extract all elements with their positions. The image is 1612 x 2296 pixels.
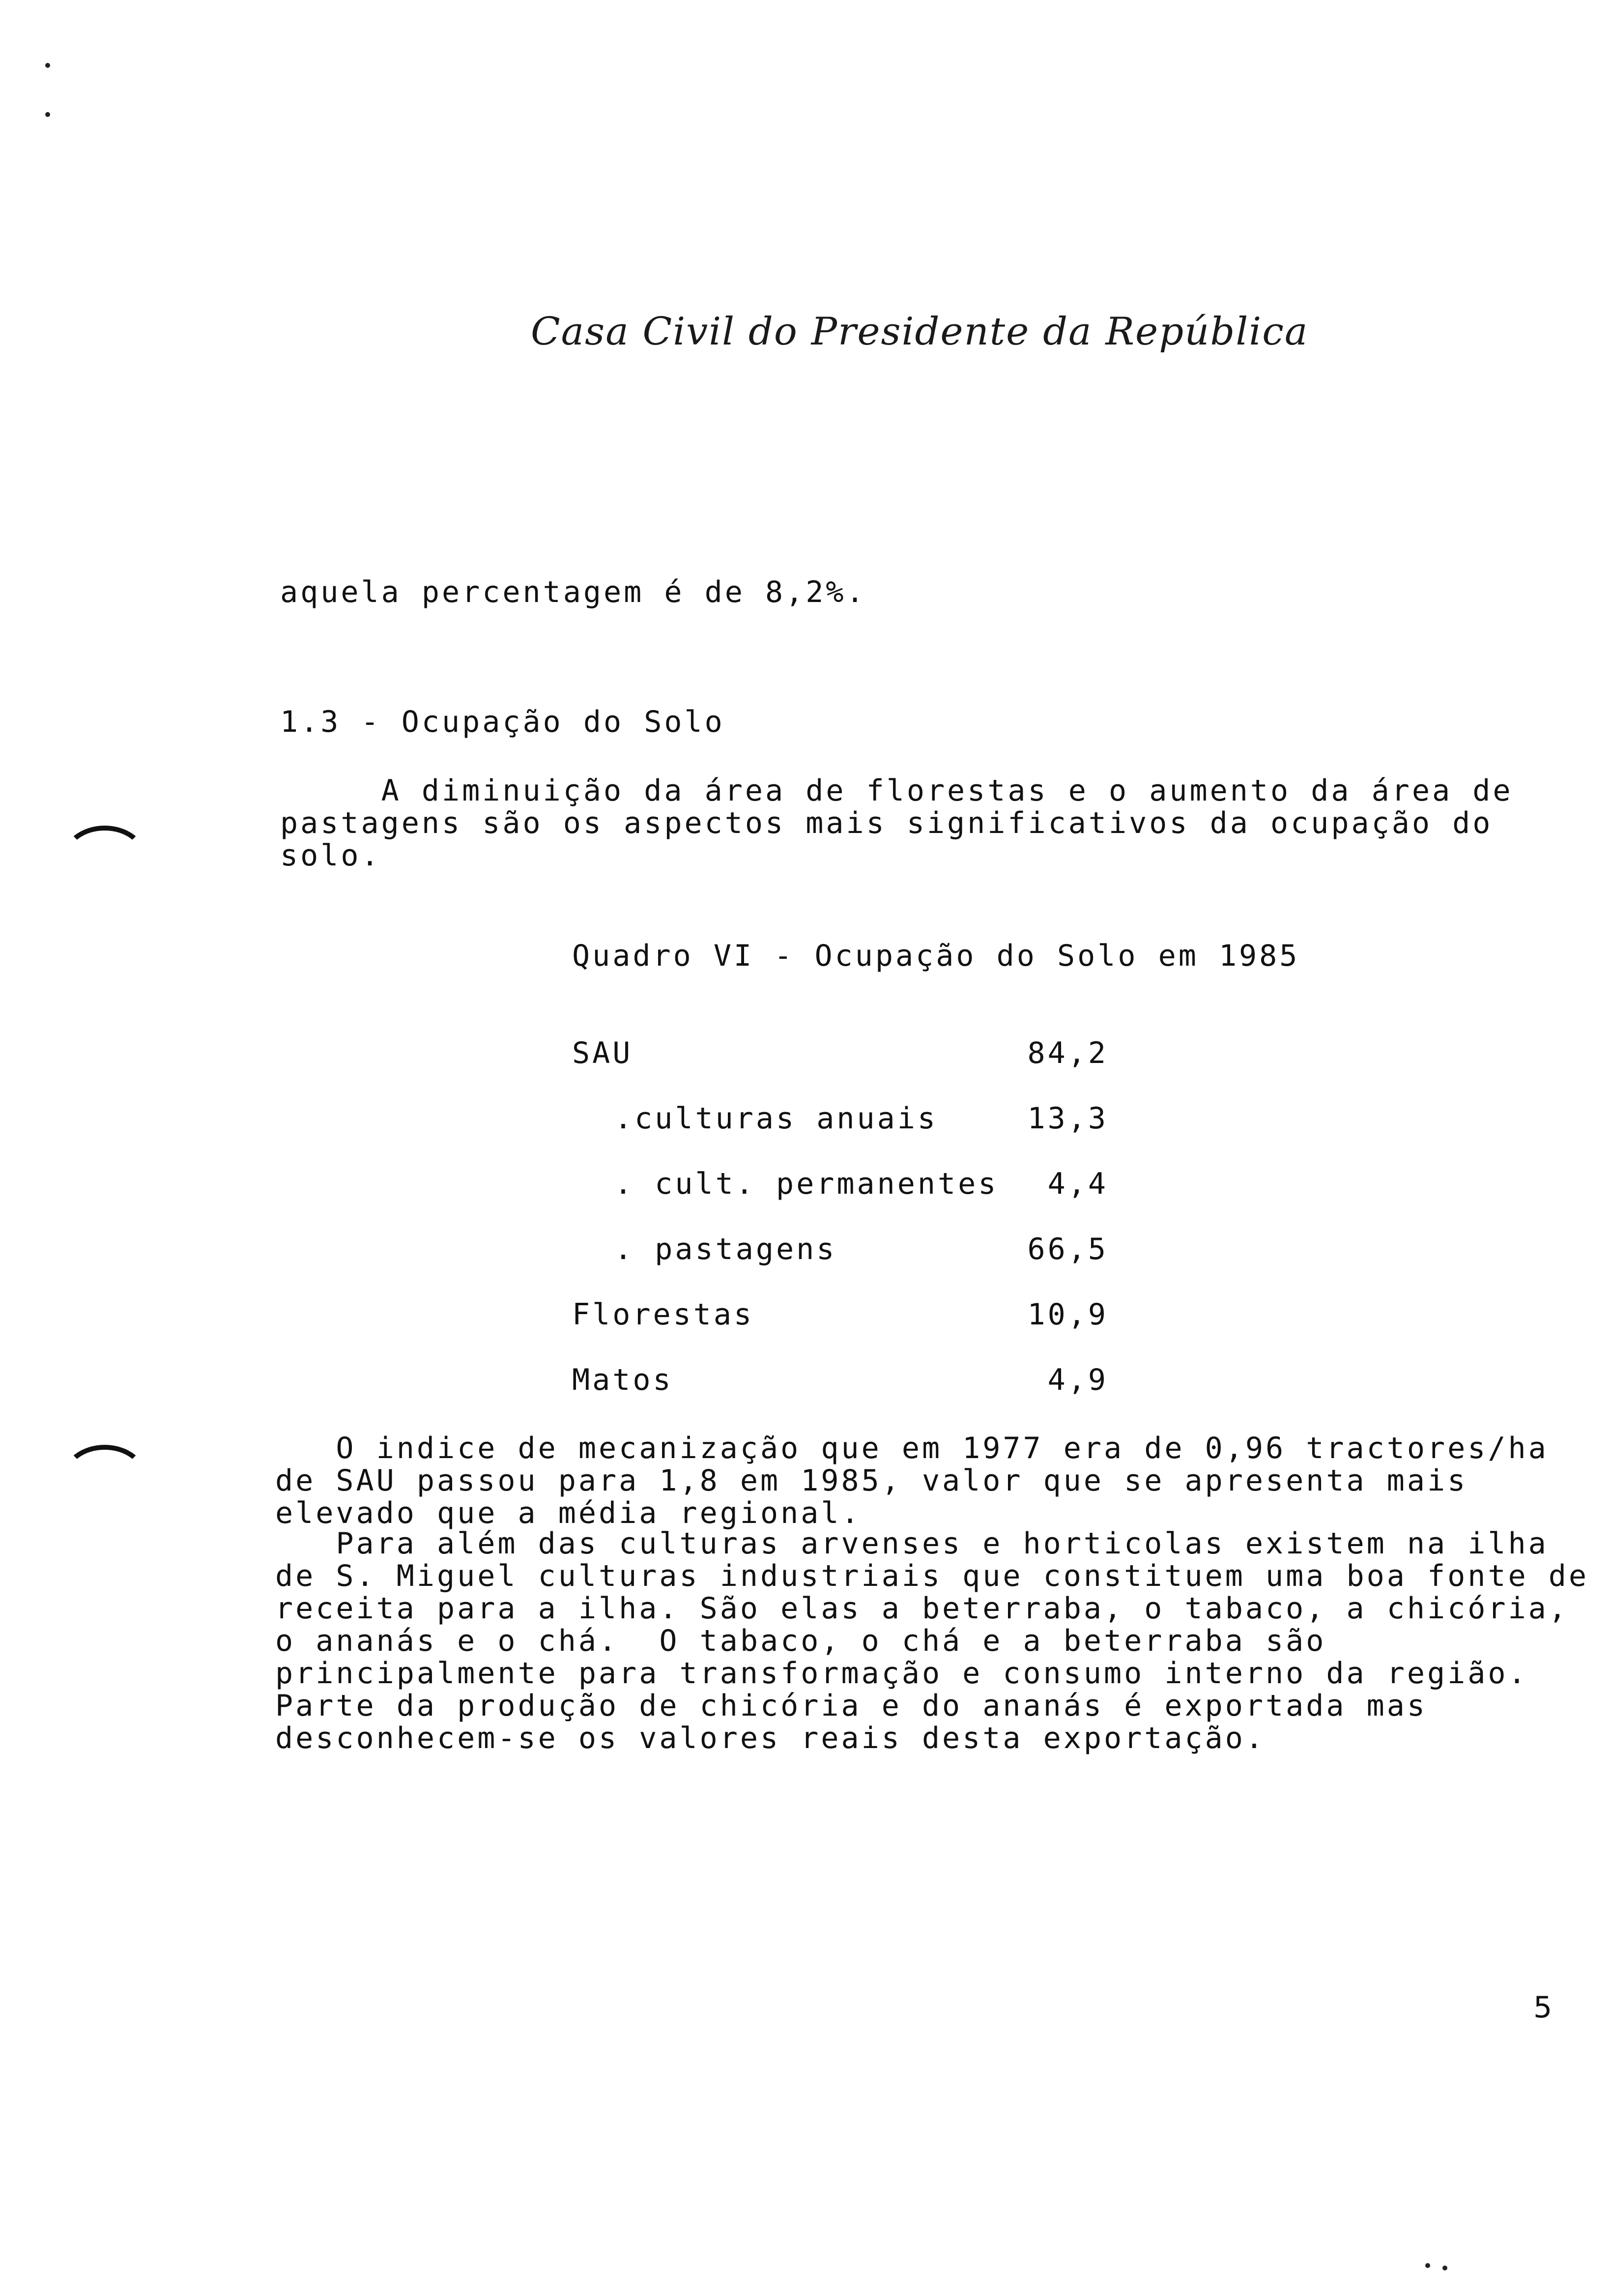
- table-row-value: 4,4: [1047, 1167, 1108, 1201]
- letterhead: Casa Civil do Presidente da República: [531, 310, 1309, 354]
- section-title: 1.3 - Ocupação do Solo: [280, 705, 725, 739]
- paragraph-line: elevado que a média regional.: [275, 1496, 862, 1530]
- table-row-label: SAU: [572, 1036, 633, 1070]
- table-row-value: 84,2: [1027, 1036, 1108, 1070]
- paragraph-line: O indice de mecanização que em 1977 era de 0,96 tractores/ha: [275, 1431, 1549, 1465]
- punch-hole-mark: [63, 826, 146, 890]
- table-row-label: . cult. permanentes: [614, 1167, 999, 1201]
- table-row-value: 10,9: [1027, 1297, 1108, 1332]
- table-row-value: 66,5: [1027, 1232, 1108, 1266]
- scan-speck: [45, 63, 50, 68]
- paragraph-line: principalmente para transformação e consumo interno da região.: [275, 1656, 1528, 1691]
- paragraph-line: pastagens são os aspectos mais significativos da ocupação do: [280, 806, 1493, 840]
- paragraph-line: solo.: [280, 838, 381, 873]
- table-row-label: .culturas anuais: [614, 1101, 938, 1136]
- table-title: Quadro VI - Ocupação do Solo em 1985: [572, 939, 1300, 973]
- page-number: 5: [1533, 1990, 1553, 2025]
- paragraph-line: Para além das culturas arvenses e horticolas existem na ilha: [275, 1526, 1549, 1561]
- table-row-label: Florestas: [572, 1297, 754, 1332]
- punch-hole-mark: [63, 1445, 146, 1509]
- scan-speck: [45, 112, 50, 117]
- scan-speck: [1425, 2263, 1430, 2268]
- paragraph-3: [275, 1527, 1589, 1754]
- table-row-label: . pastagens: [614, 1232, 837, 1266]
- paragraph-line: de SAU passou para 1,8 em 1985, valor que se apresenta mais: [275, 1464, 1468, 1498]
- table-row-value: 4,9: [1047, 1363, 1108, 1397]
- paragraph-2: [275, 1432, 1549, 1529]
- paragraph-line: desconhecem-se os valores reais desta exportação.: [275, 1721, 1266, 1755]
- paragraph-1: [280, 775, 1513, 872]
- table-row-value: 13,3: [1027, 1101, 1108, 1136]
- scan-speck: [1442, 2266, 1447, 2270]
- paragraph-line: o ananás e o chá. O tabaco, o chá e a beterraba são: [275, 1624, 1326, 1658]
- paragraph-line: de S. Miguel culturas industriais que constituem uma boa fonte de: [275, 1559, 1589, 1593]
- table-row-label: Matos: [572, 1363, 673, 1397]
- paragraph-line: A diminuição da área de florestas e o aumento da área de: [280, 774, 1513, 808]
- paragraph-line: receita para a ilha. São elas a beterraba, o tabaco, a chicória,: [275, 1591, 1569, 1626]
- paragraph-line: Parte da produção de chicória e do ananás é exportada mas: [275, 1689, 1428, 1723]
- intro-line: aquela percentagem é de 8,2%.: [280, 575, 866, 609]
